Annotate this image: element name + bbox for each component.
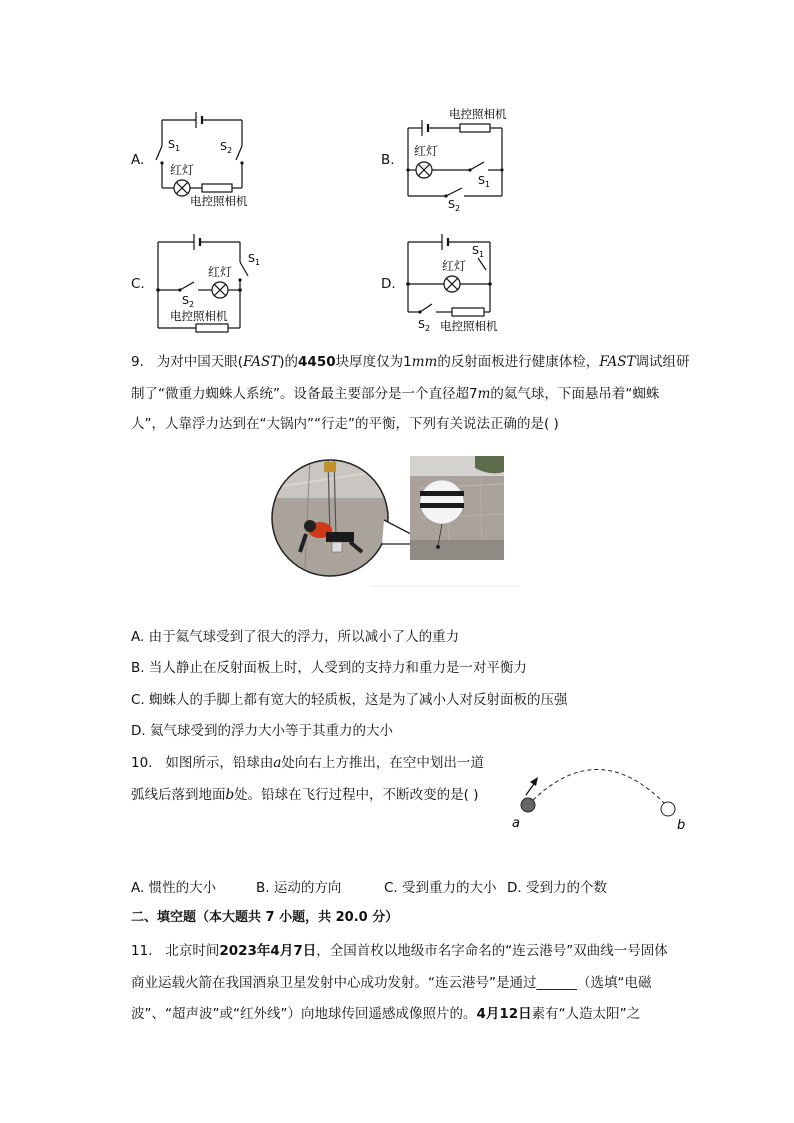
circuit-c-s2: $S_2$	[182, 294, 195, 309]
q11-text: 北京时间	[165, 943, 220, 959]
circuit-d-label: D.	[381, 276, 396, 292]
q9-mm: mm	[411, 354, 438, 370]
q10-option-b: B. 运动的方向	[256, 880, 342, 896]
q10-option-d: D. 受到力的个数	[507, 880, 607, 896]
circuit-a-s2: $S_2$	[220, 140, 233, 155]
q10-text: 处向右上方推出，在空中划出一道	[281, 755, 484, 771]
q10-text: 如图所示，铅球由	[165, 755, 274, 771]
q9-text: 的氦气球，下面悬吊着“蜘蛛	[490, 386, 660, 402]
q10-text: 处。铅球在飞行过程中，不断改变的是( )	[234, 787, 479, 803]
q11-text: ，全国首枚以地级市名字命名的“连云港号”双曲线一号固体	[316, 943, 668, 959]
q9-line-3: 人”，人靠浮力达到在“大锅内”“行走”的平衡，下列有关说法正确的是( )	[131, 416, 559, 432]
q11-text: 波”、“超声波”或“红外线”）向地球传回遥感成像照片的。	[131, 1006, 477, 1022]
q10-a: a	[273, 755, 282, 771]
q10-option-c: C. 受到重力的大小	[384, 880, 497, 896]
q9-option-a: A. 由于氦气球受到了很大的浮力，所以减小了人的重力	[131, 629, 460, 645]
circuit-a-lamp-label: 红灯	[170, 163, 195, 177]
q9-text: 的反射面板进行健康体检，	[437, 354, 600, 370]
q9-option-d: D. 氦气球受到的浮力大小等于其重力的大小	[131, 723, 393, 739]
q9-text: )的	[279, 354, 299, 370]
q9-count: 4450	[298, 354, 336, 370]
section-heading: 二、填空题（本大题共 7 小题，共 20.0 分）	[131, 910, 399, 925]
q10-b: b	[225, 787, 235, 803]
q10-trajectory-figure	[500, 755, 700, 835]
circuit-d-camera-label: 电控照相机	[440, 319, 498, 333]
circuit-c-s1: $S_1$	[248, 252, 261, 267]
q11-number: 11.	[131, 943, 153, 959]
q9-text: 制了“微重力蜘蛛人系统”。设备最主要部分是一个直径超	[131, 386, 469, 402]
q9-line-2	[131, 384, 659, 404]
circuit-a-camera-label: 电控照相机	[190, 194, 248, 208]
circuit-c-lamp-label: 红灯	[208, 265, 233, 279]
circuit-d-s1: $S_1$	[472, 244, 485, 259]
q10-text: 弧线后落到地面	[131, 787, 226, 803]
circuit-a-diagram	[150, 108, 280, 208]
fig-label-b: b	[677, 818, 686, 833]
q9-text: 为对中国天眼(	[156, 354, 244, 370]
circuit-b-camera-label: 电控照相机	[449, 107, 507, 121]
q9-option-b: B. 当人静止在反射面板上时，人受到的支持力和重力是一对平衡力	[131, 660, 527, 676]
circuit-a-s1: $S_1$	[168, 138, 181, 153]
q9-m: m	[477, 386, 491, 402]
q10-option-a: A. 惯性的大小	[131, 880, 217, 896]
circuit-a-label: A.	[131, 152, 145, 168]
q11-line-1	[131, 941, 668, 961]
q10-line-1	[131, 753, 484, 773]
shot-ball-b	[661, 802, 675, 816]
q9-text: 调试组研	[635, 354, 690, 370]
circuit-c-label: C.	[131, 276, 145, 292]
circuit-b-s1: $S_1$	[478, 174, 491, 189]
circuit-b-lamp-label: 红灯	[414, 144, 439, 158]
q10-number: 10.	[131, 755, 153, 771]
circuit-d-lamp-label: 红灯	[442, 259, 467, 273]
q9-seven: 7	[469, 386, 478, 402]
q11-text: 素有“人造太阳”之	[531, 1006, 641, 1022]
q10-line-2	[131, 785, 478, 805]
circuit-b-s2: $S_2$	[448, 198, 461, 212]
q11-line-3	[131, 1004, 640, 1024]
circuit-b-diagram	[400, 104, 530, 212]
circuit-c-diagram	[150, 232, 280, 338]
q11-line-2: 商业运载火箭在我国酒泉卫星发射中心成功发射。“连云港号”是通过______（选填“电磁	[131, 975, 652, 991]
q9-number: 9.	[131, 354, 144, 370]
q9-figure	[270, 448, 520, 590]
circuit-c-camera-label: 电控照相机	[170, 309, 228, 323]
q9-option-c: C. 蜘蛛人的手脚上都有宽大的轻质板，这是为了减小人对反射面板的压强	[131, 692, 568, 708]
q11-date: 2023年4月7日	[219, 943, 317, 959]
q9-fast: FAST	[243, 354, 280, 370]
q11-date: 4月12日	[476, 1006, 532, 1022]
q9-line-1	[131, 352, 690, 372]
circuit-b-label: B.	[381, 152, 395, 168]
q9-fast: FAST	[599, 354, 636, 370]
q9-one: 1	[403, 354, 412, 370]
shot-ball-a	[521, 798, 535, 812]
fig-label-a: a	[512, 816, 520, 831]
circuit-d-diagram	[400, 232, 530, 338]
q9-text: 块厚度仅为	[335, 354, 404, 370]
circuit-d-s2: $S_2$	[418, 318, 431, 333]
